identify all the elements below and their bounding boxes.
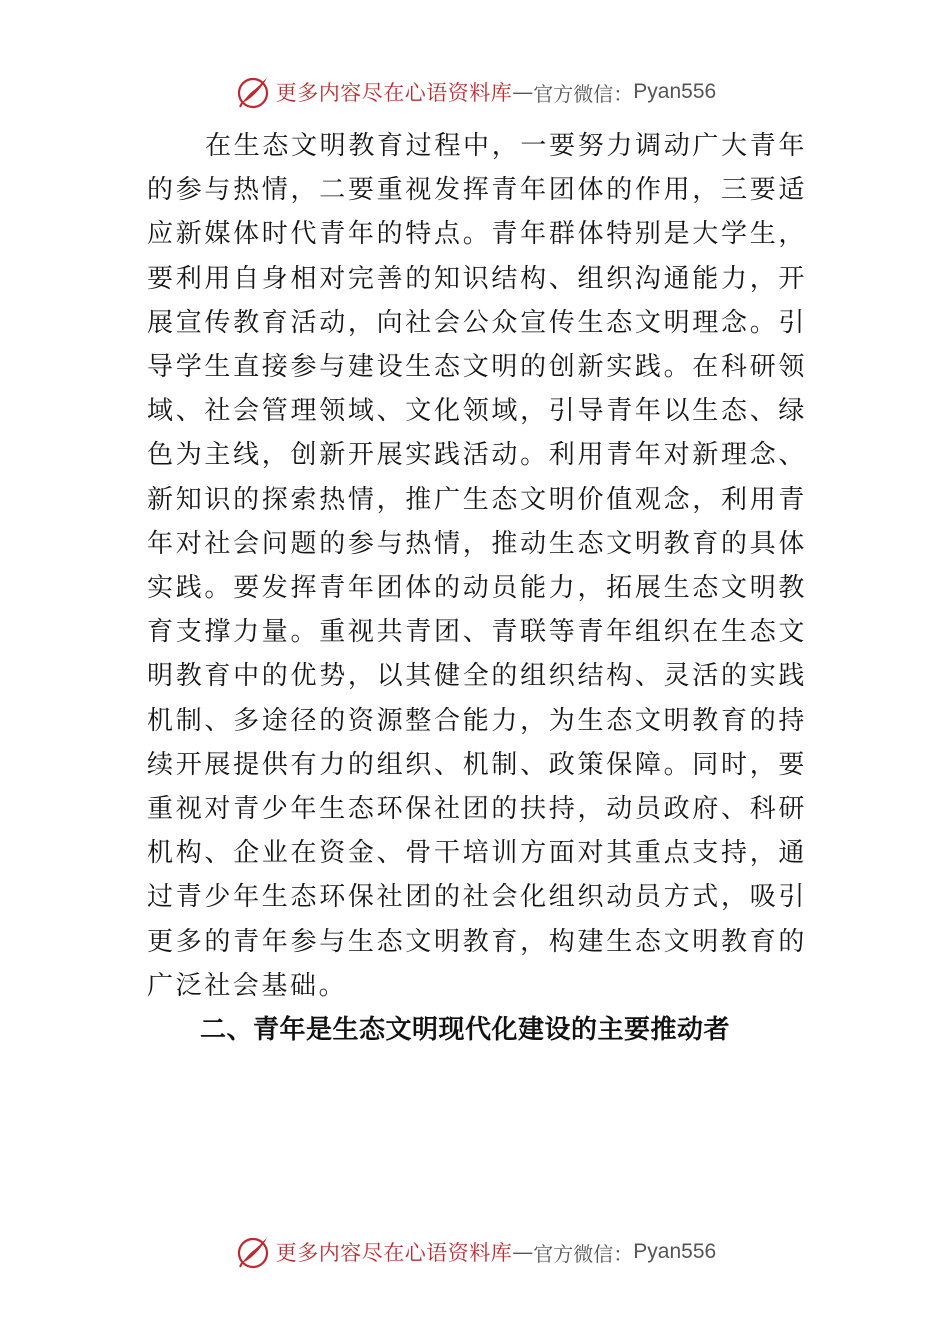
footer-separator: —: [512, 1240, 534, 1264]
header-wechat-label: 官方微信：: [533, 81, 634, 106]
footer-watermark: [0, 1230, 950, 1274]
quill-pen-logo-icon: [234, 73, 272, 111]
quill-pen-logo-icon: [234, 1233, 272, 1271]
section-heading: 二、青年是生态文明现代化建设的主要推动者: [200, 1015, 731, 1045]
header-promo-text: 更多内容尽在心语资料库: [275, 81, 513, 105]
footer-wechat-id: Pyan556: [633, 1240, 717, 1263]
footer-wechat-label: 官方微信：: [533, 1241, 634, 1266]
body-paragraph: 在生态文明教育过程中，一要努力调动广大青年的参与热情，二要重视发挥青年团体的作用，三要适应新媒体时代青年的特点。青年群体特别是大学生，要利用自身相对完善的知识结构、组织沟通能力，开展宣传教育活动，向社会公众宣传生态文明理念。引导学生直接参与建设生态文明的创新实践。在科研领域、社会管理领域、文化领域，引导青年以生态、绿色为主线，创新开展实践活动。利用青年对新理念、新知识的探索热情，推广生态文明价值观念，利用青年对社会问题的参与热情，推动生态文明教育的具体实践。要发挥青年团体的动员能力，拓展生态文明教育支撑力量。重视共青团、青联等青年组织在生态文明教育中的优势，以其健全的组织结构、灵活的实践机制、多途径的资源整合能力，为生态文明教育的持续开展提供有力的组织、机制、政策保障。同时，要重视对青少年生态环保社团的扶持，动员政府、科研机构、企业在资金、骨干培训方面对其重点支持，通过青少年生态环保社团的社会化组织动员方式，吸引更多的青年参与生态文明教育，构建生态文明教育的广泛社会基础。: [147, 131, 807, 1001]
header-wechat-id: Pyan556: [633, 80, 717, 103]
header-separator: —: [512, 80, 534, 104]
header-watermark: [0, 70, 950, 114]
footer-promo-text: 更多内容尽在心语资料库: [275, 1241, 513, 1265]
